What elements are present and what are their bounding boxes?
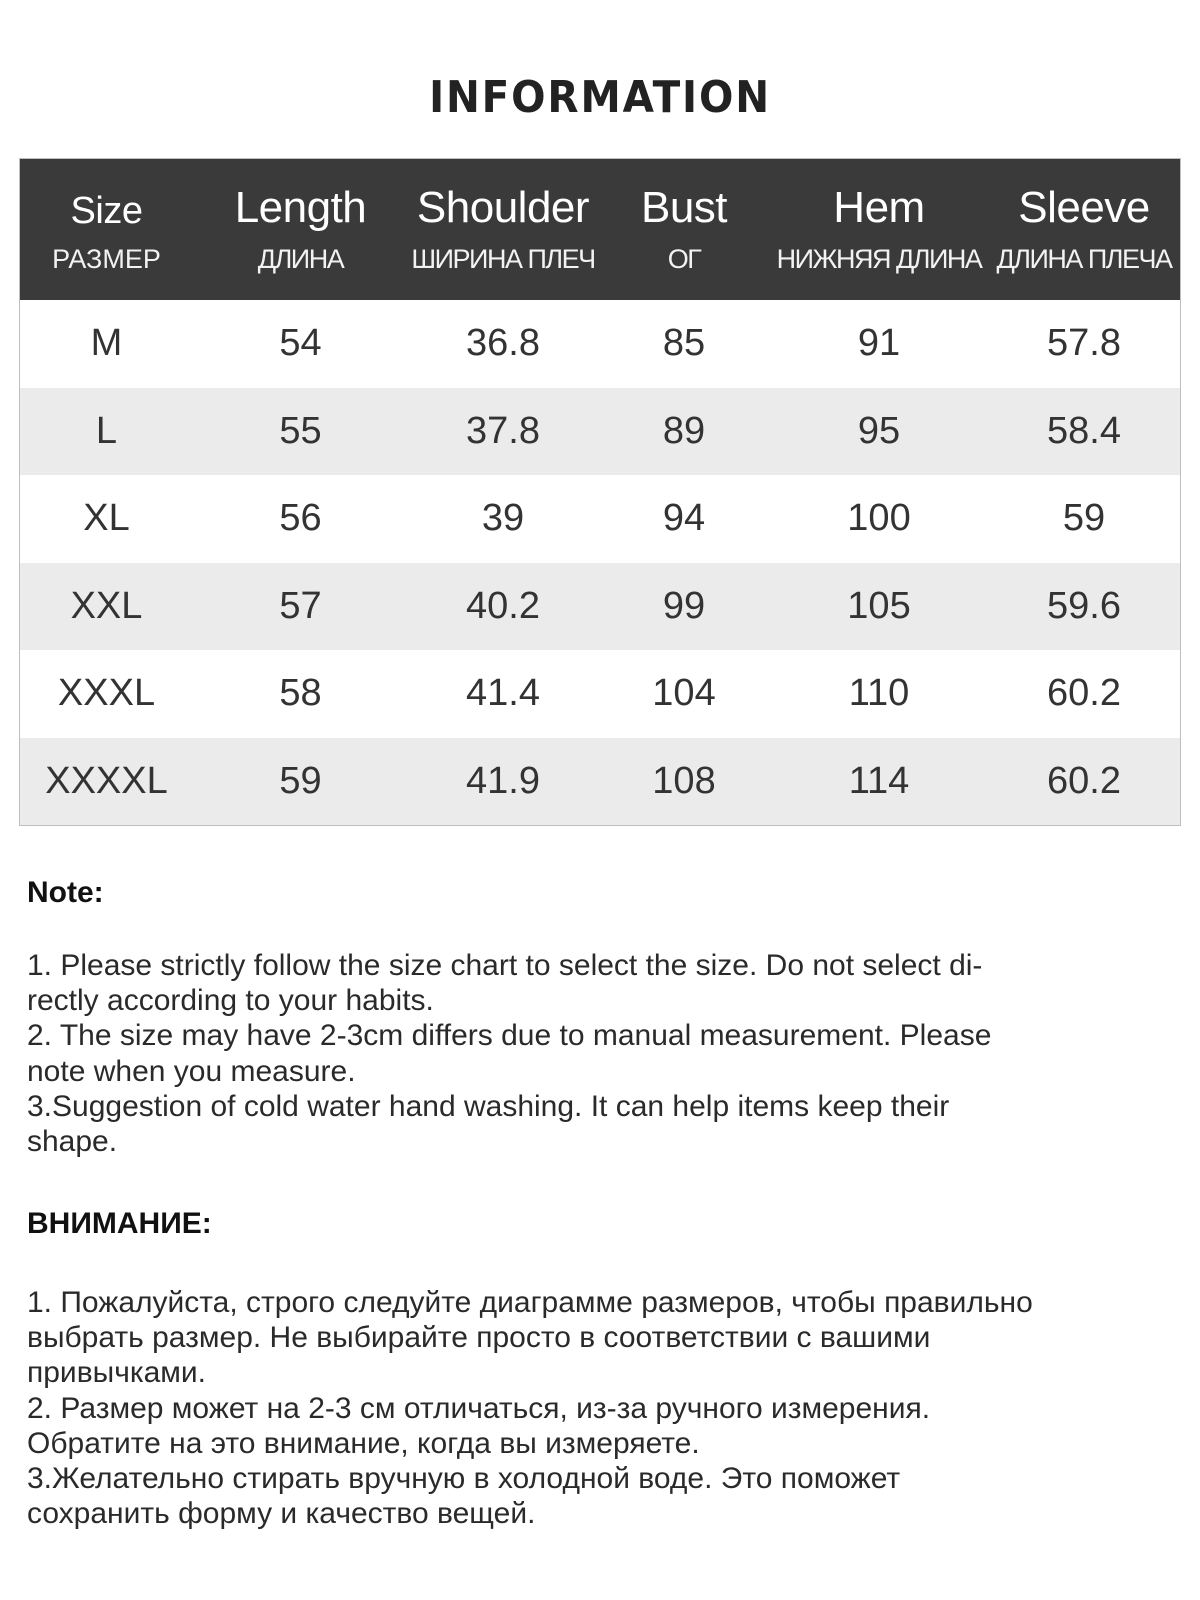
header-hem-ru: НИЖНЯЯ ДЛИНА [776,244,982,274]
header-shoulder [408,159,598,300]
note-line: сохранить форму и качество вещей. [27,1497,536,1531]
length-cell: 59 [279,759,322,802]
table-row [20,300,1180,388]
header-sleeve-en: Sleeve [1018,183,1150,232]
header-sleeve-ru: ДЛИНА ПЛЕЧА [996,244,1172,274]
header-hem [770,159,988,300]
note-line: rectly according to your habits. [27,984,434,1018]
length-cell: 58 [279,672,322,715]
size-cell: M [90,322,123,365]
size-cell: L [95,409,118,452]
sleeve-cell: 58.4 [1047,409,1121,452]
hem-cell: 110 [848,672,910,715]
note-line: shape. [27,1125,118,1159]
size-cell: XXXL [57,672,156,715]
note-body-ru [27,1285,1177,1531]
header-bust-en: Bust [640,183,728,232]
note-line: 1. Please strictly follow the size chart to select the size. Do not select di- [27,949,983,982]
size-cell: XL [83,497,130,540]
hem-cell: 114 [848,759,910,802]
length-cell: 55 [279,409,322,452]
note-body-en [27,948,1177,1159]
shoulder-cell: 40.2 [466,584,540,627]
note-line: привычками. [27,1356,207,1390]
note-line: 3.Желательно стирать вручную в холодной воде. Это поможет [27,1462,901,1496]
note-line: выбрать размер. Не выбирайте просто в соответствии с вашими [27,1321,931,1355]
shoulder-cell: 39 [481,497,525,540]
header-length-en: Length [234,183,367,232]
hem-cell: 91 [857,322,901,365]
table-row [20,475,1180,563]
sleeve-cell: 59.6 [1047,584,1121,627]
header-length [193,159,408,300]
table-header-row [20,159,1180,300]
table-row [20,650,1180,738]
hem-cell: 105 [847,584,911,627]
header-size-en: Size [70,190,143,232]
bust-cell: 108 [652,759,716,802]
bust-cell: 89 [662,409,706,452]
shoulder-cell: 36.8 [466,322,540,365]
note-line: 3.Suggestion of cold water hand washing. It can help items keep their [27,1089,950,1123]
size-chart-table [19,158,1181,826]
sleeve-cell: 59 [1062,497,1106,540]
sleeve-cell: 57.8 [1047,322,1121,365]
table-row [20,388,1180,476]
length-cell: 54 [279,322,322,365]
note-line: note when you measure. [27,1054,356,1088]
note-heading-ru: ВНИМАНИЕ: [27,1207,212,1240]
header-shoulder-en: Shoulder [416,183,590,232]
shoulder-cell: 41.4 [466,672,540,715]
note-line: 1. Пожалуйста, строго следуйте диаграмме размеров, чтобы правильно [27,1286,1033,1319]
header-sleeve [988,159,1180,300]
bust-cell: 94 [662,497,706,540]
header-shoulder-ru: ШИРИНА ПЛЕЧ [411,244,595,274]
note-line: 2. Размер может на 2-3 см отличаться, из-за ручного измерения. [27,1391,931,1425]
header-size [20,159,193,300]
header-bust [598,159,770,300]
bust-cell: 104 [652,672,716,715]
size-cell: XXXXL [45,759,168,802]
page-title: INFORMATION [429,72,771,123]
sleeve-cell: 60.2 [1047,759,1121,802]
table-row [20,563,1180,651]
note-heading-en: Note: [27,876,104,909]
hem-cell: 100 [847,497,911,540]
shoulder-cell: 41.9 [466,759,540,802]
sleeve-cell: 60.2 [1047,672,1121,715]
header-bust-ru: ОГ [667,244,701,274]
bust-cell: 99 [662,584,706,627]
shoulder-cell: 37.8 [466,409,540,452]
header-hem-en: Hem [833,183,925,232]
note-line: Обратите на это внимание, когда вы измеряете. [27,1426,700,1460]
header-size-ru: РАЗМЕР [52,244,161,274]
note-line: 2. The size may have 2-3cm differs due to manual measurement. Please [27,1019,992,1053]
bust-cell: 85 [662,322,706,365]
length-cell: 56 [279,497,322,540]
size-cell: XXL [70,584,143,627]
header-length-ru: ДЛИНА [257,244,344,274]
table-row [20,738,1180,826]
hem-cell: 95 [857,409,901,452]
length-cell: 57 [279,584,322,627]
